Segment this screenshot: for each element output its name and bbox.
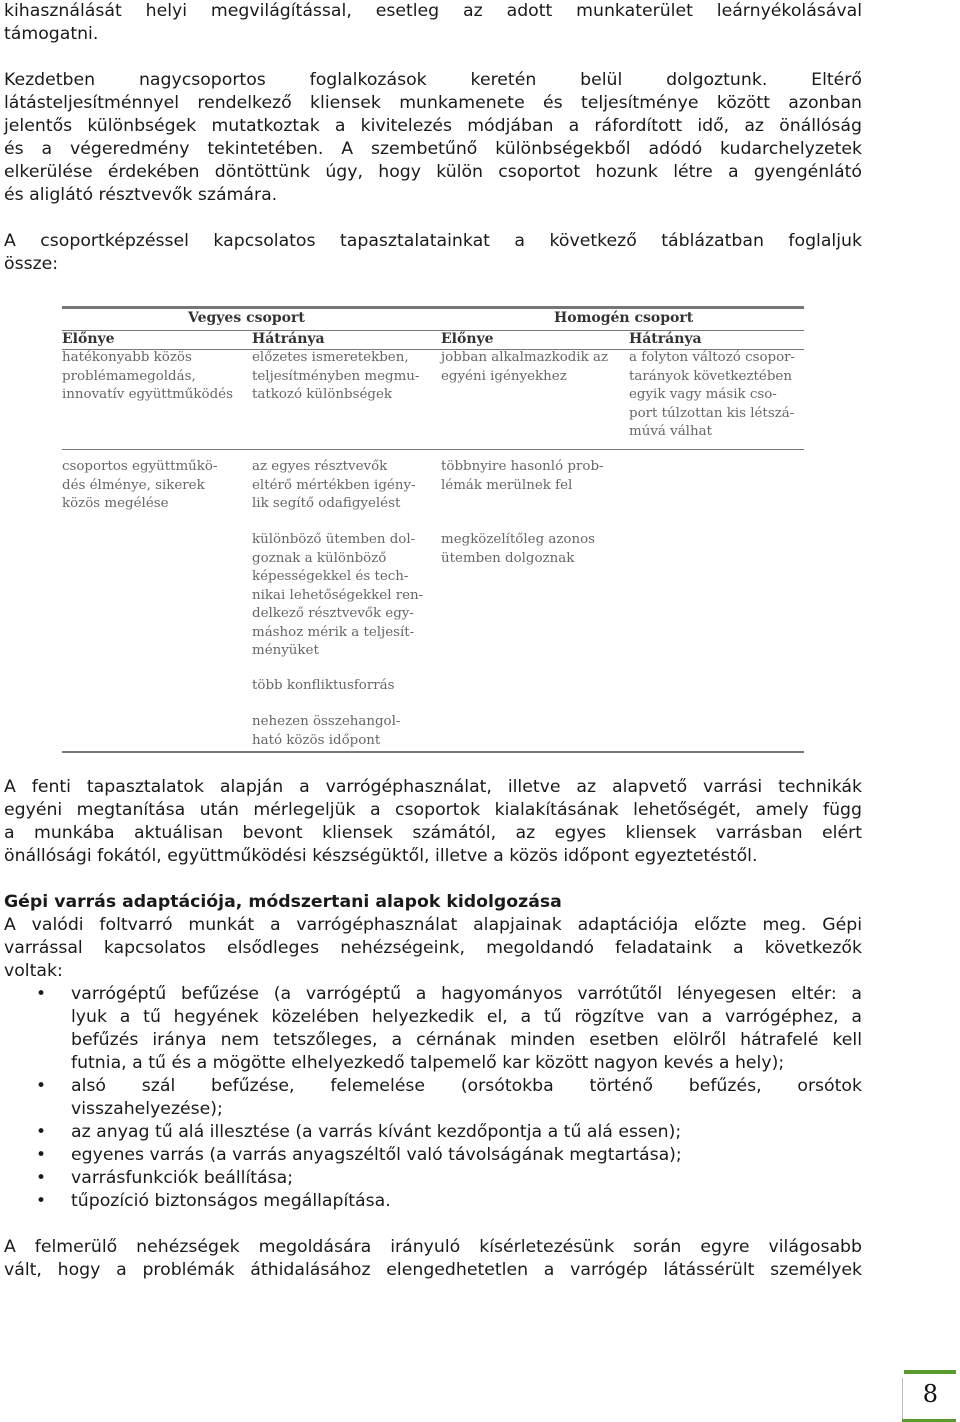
text-line: támogatni. — [4, 24, 99, 44]
table-cell: hatékonyabb közös problémamegoldás, innovatív együttműködés — [62, 350, 233, 402]
text-line: befűzés iránya nem tetszőleges, a cérnának minden esetben elölről hátrafelé kell — [71, 1030, 862, 1050]
list-item — [4, 1167, 862, 1190]
text-line: A valódi foltvarró munkát a varrógéphasználat alapjainak adaptációja előzte meg. Gépi — [4, 915, 862, 935]
text-line: látásteljesítménnyel rendelkező kliensek munkamenete és teljesítménye között azonban — [4, 93, 862, 113]
paragraph-1 — [4, 0, 862, 46]
text-line: visszahelyezése); — [71, 1099, 223, 1119]
section — [4, 891, 862, 983]
table-cell: különböző ütemben dol- goznak a különböző képességekkel és tech- nikai lehetőségekkel ren- delkező résztvevők egy- máshoz mérik a teljesít- ményüket — [252, 532, 424, 658]
bullet-list — [4, 983, 862, 1213]
text-line: varrásfunkciók beállítása; — [71, 1168, 294, 1188]
text-line: tűpozíció biztonságos megállapítása. — [71, 1191, 391, 1211]
paragraph-6 — [4, 1236, 862, 1282]
text-line: alsó szál befűzése, felemelése (orsótokba történő befűzés, orsótok — [71, 1076, 862, 1096]
text-line: elkerülése érdekében döntöttünk úgy, hogy külön csoportot hozunk létre a gyengénlátó — [4, 162, 862, 182]
group-comparison-table — [62, 306, 804, 754]
text-line: és aliglátó résztvevők számára. — [4, 185, 278, 205]
section-heading: Gépi varrás adaptációja, módszertani alapok kidolgozása — [4, 892, 562, 912]
text-line: vált, hogy a problémák áthidalásához elengedhetetlen a varrógép látássérült személyek — [4, 1260, 862, 1280]
page-number: 8 — [922, 1380, 938, 1408]
text-line: a munkába aktuálisan bevont kliensek számától, az egyes kliensek varrásban elért — [4, 823, 862, 843]
table-cell: megközelítőleg azonos ütemben dolgoznak — [441, 532, 596, 566]
text-line: voltak: — [4, 961, 63, 981]
paragraph-2 — [4, 69, 862, 207]
list-item — [4, 1121, 862, 1144]
text-line: kihasználását helyi megvilágítással, esetleg az adott munkaterület leárnyékolásával — [4, 1, 862, 21]
text-line: A felmerülő nehézségek megoldására irányuló kísérletezésünk során egyre világosabb — [4, 1237, 862, 1257]
table-cell: az egyes résztvevők eltérő mértékben igény- lik segítő odafigyelést — [252, 459, 416, 511]
table-subheader-advantage: Előnye — [441, 331, 494, 347]
table-header-mixed-group: Vegyes csoport — [188, 310, 305, 326]
text-line: varrógéptű befűzése (a varrógéptű a hagyományos varrótűtől lényegesen eltér: a — [71, 984, 862, 1004]
table-top-rule — [62, 306, 804, 309]
table-cell: a folyton változó csopor- tarányok következtében egyik vagy másik cso- port túlzottan kis létszá- múvá válhat — [629, 350, 796, 439]
list-item — [4, 1144, 862, 1167]
bullet-icon: • — [36, 1076, 47, 1096]
table-bottom-rule — [62, 751, 804, 753]
text-line: és a végeredmény tekintetében. A szembetűnő különbségekből adódó kudarchelyzetek — [4, 139, 862, 159]
text-line: futnia, a tű és a mögötte elhelyezkedő talpemelő kar között nagyon kevés a hely); — [71, 1053, 785, 1073]
table-cell: nehezen összehangol- ható közös időpont — [252, 714, 401, 748]
table-cell: előzetes ismeretekben, teljesítményben megmu- tatkozó különbségek — [252, 350, 420, 402]
text-line: össze: — [4, 254, 59, 274]
table-rule — [62, 449, 804, 450]
text-line: egyenes varrás (a varrás anyagszéltől való távolságának megtartása); — [71, 1145, 682, 1165]
bullet-icon: • — [36, 1191, 47, 1211]
bullet-icon: • — [36, 1168, 47, 1188]
paragraph-4 — [4, 776, 862, 868]
paragraph-3 — [4, 230, 862, 276]
text-line: A fenti tapasztalatok alapján a varrógéphasználat, illetve az alapvető varrási technikák — [4, 777, 862, 797]
table-cell: több konfliktusforrás — [252, 678, 395, 693]
table-cell: jobban alkalmazkodik az egyéni igényekhez — [441, 350, 609, 384]
table-header-homogeneous-group: Homogén csoport — [554, 310, 694, 326]
divider — [902, 1378, 903, 1422]
page-number-box — [904, 1370, 956, 1422]
text-line: egyéni megtanítása után mérlegeljük a csoportok kialakításának lehetőségét, amely függ — [4, 800, 862, 820]
list-item — [4, 1190, 862, 1213]
text-line: lyuk a tű hegyének közelében helyezkedik el, a tű rögzítve van a varrógéphez, a — [71, 1007, 862, 1027]
list-item — [4, 983, 862, 1075]
bullet-icon: • — [36, 984, 47, 1004]
text-line: varrással kapcsolatos elsődleges nehézségeink, megoldandó feladataink a következők — [4, 938, 862, 958]
list-item — [4, 1075, 862, 1121]
table-subheader-advantage: Előnye — [62, 331, 115, 347]
table-cell: többnyire hasonló prob- lémák merülnek fel — [441, 459, 604, 493]
text-line: Kezdetben nagycsoportos foglalkozások keretén belül dolgoztunk. Eltérő — [4, 70, 862, 90]
bullet-icon: • — [36, 1122, 47, 1142]
text-line: A csoportképzéssel kapcsolatos tapasztalatainkat a következő táblázatban foglaljuk — [4, 231, 862, 251]
table-cell: csoportos együttműkö- dés élménye, sikerek közös megélése — [62, 459, 218, 511]
bullet-icon: • — [36, 1145, 47, 1165]
table-subheader-disadvantage: Hátránya — [629, 331, 702, 347]
table-subheader-disadvantage: Hátránya — [252, 331, 325, 347]
text-line: az anyag tű alá illesztése (a varrás kívánt kezdőpontja a tű alá essen); — [71, 1122, 682, 1142]
text-line: önállósági fokától, együttműködési készségüktől, illetve a közös időpont egyeztetéstől. — [4, 846, 758, 866]
text-line: jelentős különbségek mutatkoztak a kivitelezés módjában a ráfordított idő, az önállóság — [4, 116, 862, 136]
